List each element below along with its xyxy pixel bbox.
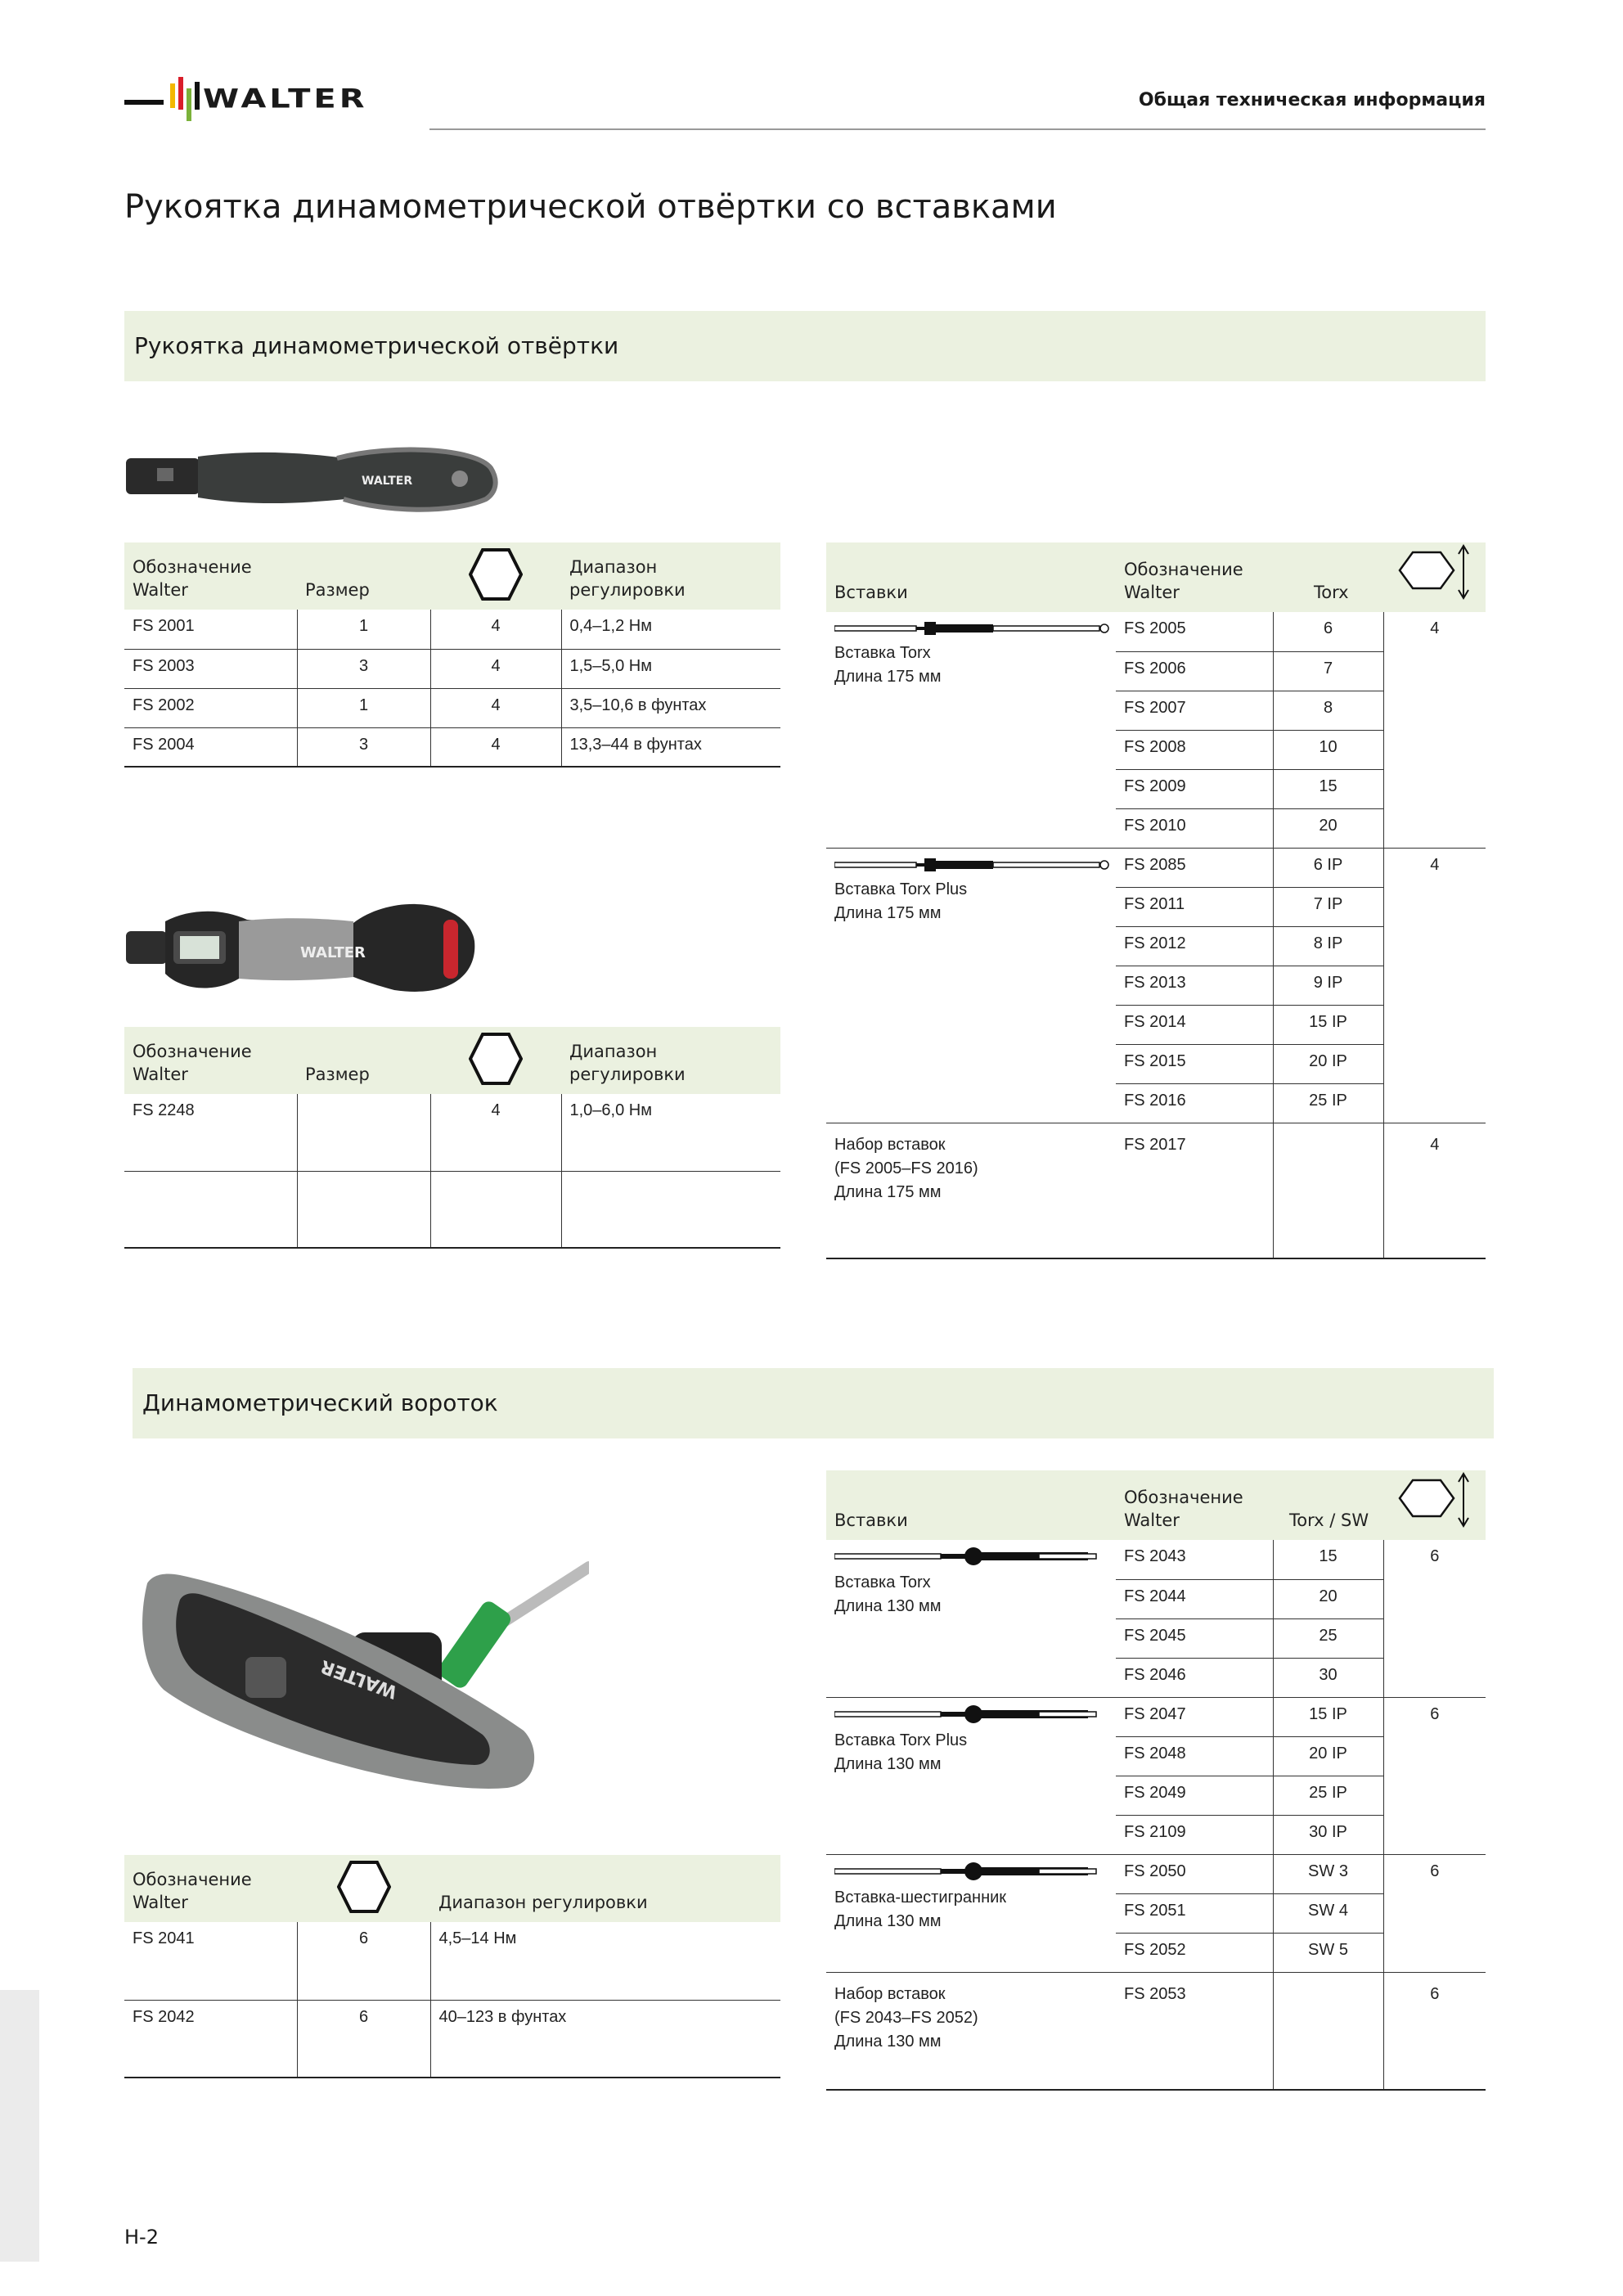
table-row: FS 2044 20 bbox=[826, 1579, 1486, 1618]
col-designation: Обозначение Walter bbox=[124, 542, 297, 610]
header-rule bbox=[429, 128, 1486, 130]
section-title: Рукоятка динамометрической отвёртки bbox=[134, 332, 619, 359]
digital-screwdriver-image bbox=[124, 892, 476, 1006]
insert-group-torx-130: Вставка Torx Длина 130 мм bbox=[826, 1540, 1116, 1697]
hex-key-icon bbox=[469, 1032, 523, 1086]
table-row: Набор вставок (FS 2043–FS 2052) Длина 130 мм FS 2053 6 bbox=[826, 1972, 1486, 2090]
insert-group-torx-plus-175: Вставка Torx Plus Длина 175 мм bbox=[826, 848, 1116, 1123]
col-designation: Обозначение Walter bbox=[124, 1855, 297, 1922]
svg-text:WALTER: WALTER bbox=[362, 475, 413, 488]
table-row: FS 2046 30 bbox=[826, 1658, 1486, 1697]
col-range: Диапазон регулировки bbox=[561, 542, 780, 610]
table-row: FS 2009 15 bbox=[826, 769, 1486, 808]
table-row: FS 2010 20 bbox=[826, 808, 1486, 848]
table-row: FS 2041 6 4,5–14 Нм bbox=[124, 1922, 780, 2000]
screwdriver-table-b bbox=[124, 1027, 780, 1249]
table-row: FS 2049 25 IP bbox=[826, 1776, 1486, 1815]
hex-key-icon bbox=[337, 1860, 391, 1914]
table-row: FS 2042 6 40–123 в фунтах bbox=[124, 2000, 780, 2078]
table-row: FS 2048 20 IP bbox=[826, 1736, 1486, 1776]
svg-text:WALTER: WALTER bbox=[300, 944, 366, 961]
col-designation: Обозначение Walter bbox=[1116, 542, 1273, 612]
table-row: FS 2016 25 IP bbox=[826, 1083, 1486, 1123]
page-number: H-2 bbox=[124, 2226, 159, 2249]
page-title: Рукоятка динамометрической отвёртки со вставками bbox=[124, 188, 1057, 226]
table-row: Вставка Torx Длина 175 мм FS 2005 6 4 bbox=[826, 612, 1486, 651]
hex-key-icon bbox=[469, 547, 523, 601]
table-row: FS 2004 3 4 13,3–44 в фунтах bbox=[124, 727, 780, 767]
table-row: FS 2248 4 1,0–6,0 Нм bbox=[124, 1094, 780, 1171]
insert-group-torx-plus-130: Вставка Torx Plus Длина 130 мм bbox=[826, 1697, 1116, 1854]
screwdriver-handle-image bbox=[124, 434, 501, 524]
table-row: FS 2014 15 IP bbox=[826, 1005, 1486, 1044]
screwdriver-table-a bbox=[124, 542, 780, 768]
col-inserts: Вставки bbox=[826, 542, 1116, 612]
table-row: FS 2012 8 IP bbox=[826, 926, 1486, 966]
torx-plus-bit-icon bbox=[834, 857, 1113, 873]
hex-length-icon bbox=[1398, 1470, 1472, 1528]
torx-bit-icon bbox=[834, 1546, 1113, 1566]
t-handle-wrench-image bbox=[131, 1551, 589, 1845]
torx-bit-icon bbox=[834, 620, 1113, 637]
table-row: FS 2045 25 bbox=[826, 1618, 1486, 1658]
insert-set-175: Набор вставок (FS 2005–FS 2016) Длина 175 мм bbox=[826, 1123, 1116, 1258]
table-row: FS 2051 SW 4 bbox=[826, 1893, 1486, 1933]
insert-group-torx-175: Вставка Torx Длина 175 мм bbox=[826, 612, 1116, 848]
table-row: FS 2015 20 IP bbox=[826, 1044, 1486, 1083]
col-torx: Torx bbox=[1273, 542, 1383, 612]
table-row: FS 2003 3 4 1,5–5,0 Нм bbox=[124, 649, 780, 688]
svg-text:WALTER: WALTER bbox=[317, 1655, 401, 1702]
table-row: Вставка Torx Plus Длина 130 мм FS 2047 15 IP 6 bbox=[826, 1697, 1486, 1736]
col-range: Диапазон регулировки bbox=[561, 1027, 780, 1094]
inserts-table-130 bbox=[826, 1470, 1486, 2091]
col-torx-sw: Torx / SW bbox=[1273, 1470, 1383, 1540]
table-row: FS 2007 8 bbox=[826, 691, 1486, 730]
col-range: Диапазон регулировки bbox=[430, 1855, 780, 1922]
table-row: Набор вставок (FS 2005–FS 2016) Длина 175 мм FS 2017 4 bbox=[826, 1123, 1486, 1258]
t-handle-table bbox=[124, 1855, 780, 2078]
col-inserts: Вставки bbox=[826, 1470, 1116, 1540]
hex-length-icon bbox=[1398, 542, 1472, 600]
table-row bbox=[124, 1171, 780, 1248]
col-designation: Обозначение Walter bbox=[1116, 1470, 1273, 1540]
table-row: FS 2001 1 4 0,4–1,2 Нм bbox=[124, 610, 780, 649]
inserts-table-175 bbox=[826, 542, 1486, 1259]
section-band-screwdriver bbox=[124, 311, 1486, 381]
insert-group-hex-130: Вставка-шестигранник Длина 130 мм bbox=[826, 1854, 1116, 1972]
table-row: FS 2052 SW 5 bbox=[826, 1933, 1486, 1972]
col-designation: Обозначение Walter bbox=[124, 1027, 297, 1094]
table-row: FS 2002 1 4 3,5–10,6 в фунтах bbox=[124, 688, 780, 727]
section-band-t-handle bbox=[133, 1368, 1494, 1438]
brand-wordmark: WALTER bbox=[203, 83, 368, 115]
col-size: Размер bbox=[297, 1027, 430, 1094]
table-row: Вставка Torx Plus Длина 175 мм FS 2085 6 IP 4 bbox=[826, 848, 1486, 887]
table-row: Вставка-шестигранник Длина 130 мм FS 2050 SW 3 6 bbox=[826, 1854, 1486, 1893]
table-row: Вставка Torx Длина 130 мм FS 2043 15 6 bbox=[826, 1540, 1486, 1579]
insert-set-130: Набор вставок (FS 2043–FS 2052) Длина 130 мм bbox=[826, 1972, 1116, 2090]
side-tab bbox=[0, 1990, 39, 2262]
table-row: FS 2013 9 IP bbox=[826, 966, 1486, 1005]
table-row: FS 2006 7 bbox=[826, 651, 1486, 691]
col-size: Размер bbox=[297, 542, 430, 610]
table-row: FS 2008 10 bbox=[826, 730, 1486, 769]
hex-bit-icon bbox=[834, 1862, 1113, 1881]
header-section-label: Общая техническая информация bbox=[1138, 90, 1486, 110]
section-title: Динамометрический вороток bbox=[142, 1389, 498, 1416]
table-row: FS 2011 7 IP bbox=[826, 887, 1486, 926]
torx-plus-bit-icon bbox=[834, 1704, 1113, 1724]
table-row: FS 2109 30 IP bbox=[826, 1815, 1486, 1854]
